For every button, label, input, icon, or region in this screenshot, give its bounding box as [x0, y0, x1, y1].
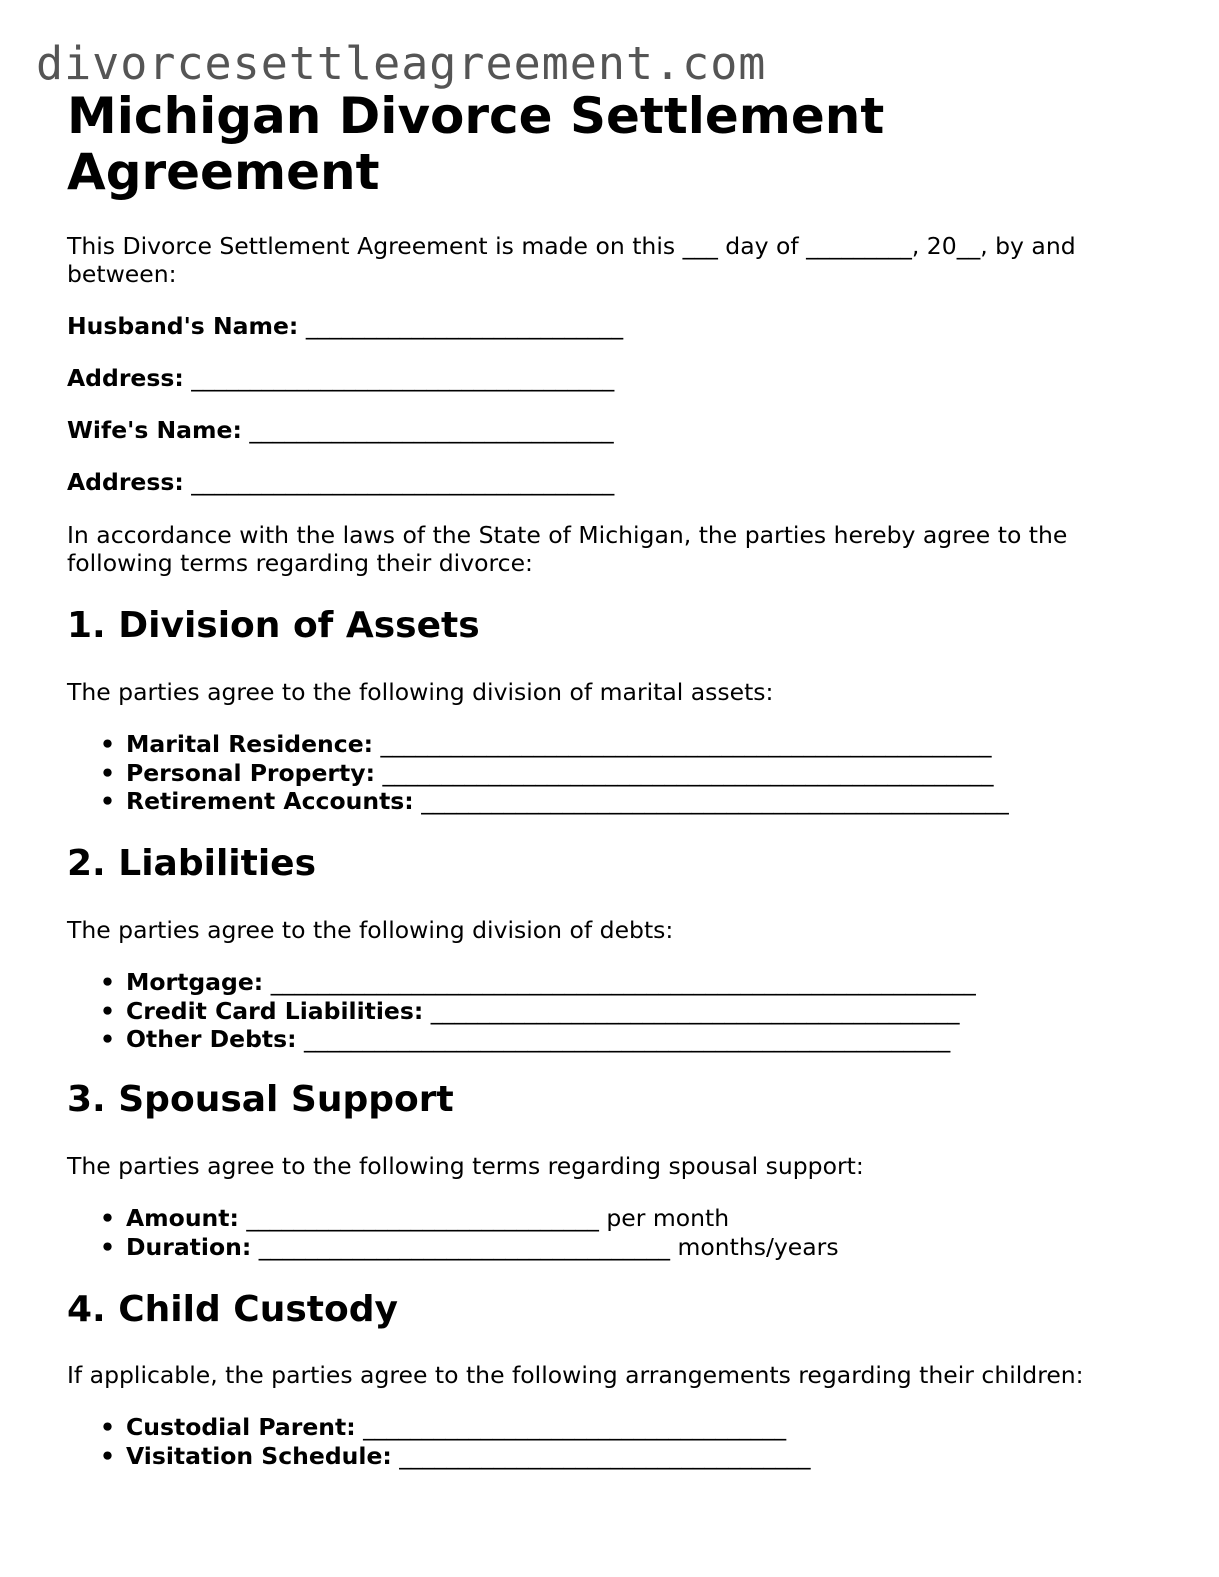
child-custody-list	[67, 1413, 811, 1470]
husband-address-field	[67, 364, 614, 392]
liabilities-list	[67, 968, 976, 1054]
field-label: Husband's Name:	[67, 312, 299, 340]
section-heading-division-of-assets: 1. Division of Assets	[67, 605, 480, 646]
item-label: Credit Card Liabilities:	[126, 996, 424, 1025]
item-suffix: months/years	[669, 1232, 839, 1261]
bullet-icon: •	[100, 1413, 116, 1441]
item-blank[interactable]: ____________________________________	[363, 1413, 787, 1441]
wife-address-blank[interactable]: ____________________________________	[191, 468, 615, 496]
list-item	[67, 730, 1009, 759]
section-intro: The parties agree to the following terms regarding spousal support:	[67, 1152, 864, 1180]
list-item	[67, 968, 976, 997]
list-item	[67, 759, 1009, 788]
bullet-icon: •	[100, 758, 116, 787]
field-label: Address:	[67, 364, 184, 392]
bullet-icon: •	[100, 968, 116, 996]
item-blank[interactable]: __________________________________________________	[421, 787, 1009, 815]
item-blank[interactable]: ____________________________________________________________	[270, 968, 976, 996]
item-label: Visitation Schedule:	[126, 1441, 392, 1470]
wife-address-field	[67, 468, 614, 496]
field-label: Wife's Name:	[67, 416, 242, 444]
section-heading-child-custody: 4. Child Custody	[67, 1289, 398, 1330]
item-label: Mortgage:	[126, 968, 264, 996]
document-title: Michigan Divorce Settlement Agreement	[67, 87, 885, 201]
list-item	[67, 1233, 839, 1262]
bullet-icon: •	[100, 996, 116, 1025]
list-item	[67, 1025, 976, 1054]
item-label: Custodial Parent:	[126, 1413, 356, 1441]
list-item	[67, 1204, 839, 1233]
accordance-paragraph: In accordance with the laws of the State of Michigan, the parties hereby agree to the following terms regarding their divorce:	[67, 521, 1075, 577]
field-label: Address:	[67, 468, 184, 496]
list-item	[67, 1413, 811, 1442]
item-label: Retirement Accounts:	[126, 787, 414, 815]
section-intro: If applicable, the parties agree to the following arrangements regarding their children:	[67, 1361, 1084, 1389]
section-heading-spousal-support: 3. Spousal Support	[67, 1079, 454, 1120]
item-blank[interactable]: ______________________________	[246, 1204, 599, 1232]
section-heading-liabilities: 2. Liabilities	[67, 843, 317, 884]
item-blank[interactable]: _______________________________________________________	[304, 1025, 951, 1053]
husband-name-field	[67, 312, 623, 340]
bullet-icon: •	[100, 1441, 116, 1470]
item-blank[interactable]: ____________________________________________________	[380, 730, 992, 758]
section-intro: The parties agree to the following division of debts:	[67, 916, 674, 944]
list-item	[67, 1442, 811, 1471]
item-label: Duration:	[126, 1232, 252, 1261]
husband-name-blank[interactable]: ___________________________	[305, 312, 624, 340]
bullet-icon: •	[100, 1025, 116, 1053]
site-watermark: divorcesettleagreement.com	[36, 37, 767, 90]
item-suffix: per month	[598, 1204, 730, 1232]
item-blank[interactable]: _____________________________________________	[430, 996, 960, 1025]
section-intro: The parties agree to the following division of marital assets:	[67, 678, 774, 706]
wife-name-blank[interactable]: _______________________________	[249, 416, 614, 444]
husband-address-blank[interactable]: ____________________________________	[191, 364, 615, 392]
item-blank[interactable]: ____________________________________________________	[382, 758, 994, 787]
bullet-icon: •	[100, 1204, 116, 1232]
bullet-icon: •	[100, 787, 116, 815]
list-item	[67, 787, 1009, 816]
bullet-icon: •	[100, 730, 116, 758]
item-label: Other Debts:	[126, 1025, 297, 1053]
item-label: Amount:	[126, 1204, 239, 1232]
list-item	[67, 997, 976, 1026]
bullet-icon: •	[100, 1232, 116, 1261]
wife-name-field	[67, 416, 614, 444]
item-blank[interactable]: ___________________________________	[399, 1441, 811, 1470]
item-label: Marital Residence:	[126, 730, 374, 758]
assets-list	[67, 730, 1009, 816]
item-blank[interactable]: ___________________________________	[258, 1232, 670, 1261]
intro-paragraph: This Divorce Settlement Agreement is made on this ___ day of _________, 20__, by and between:	[67, 232, 1084, 288]
spousal-support-list	[67, 1204, 839, 1261]
item-label: Personal Property:	[126, 758, 375, 787]
